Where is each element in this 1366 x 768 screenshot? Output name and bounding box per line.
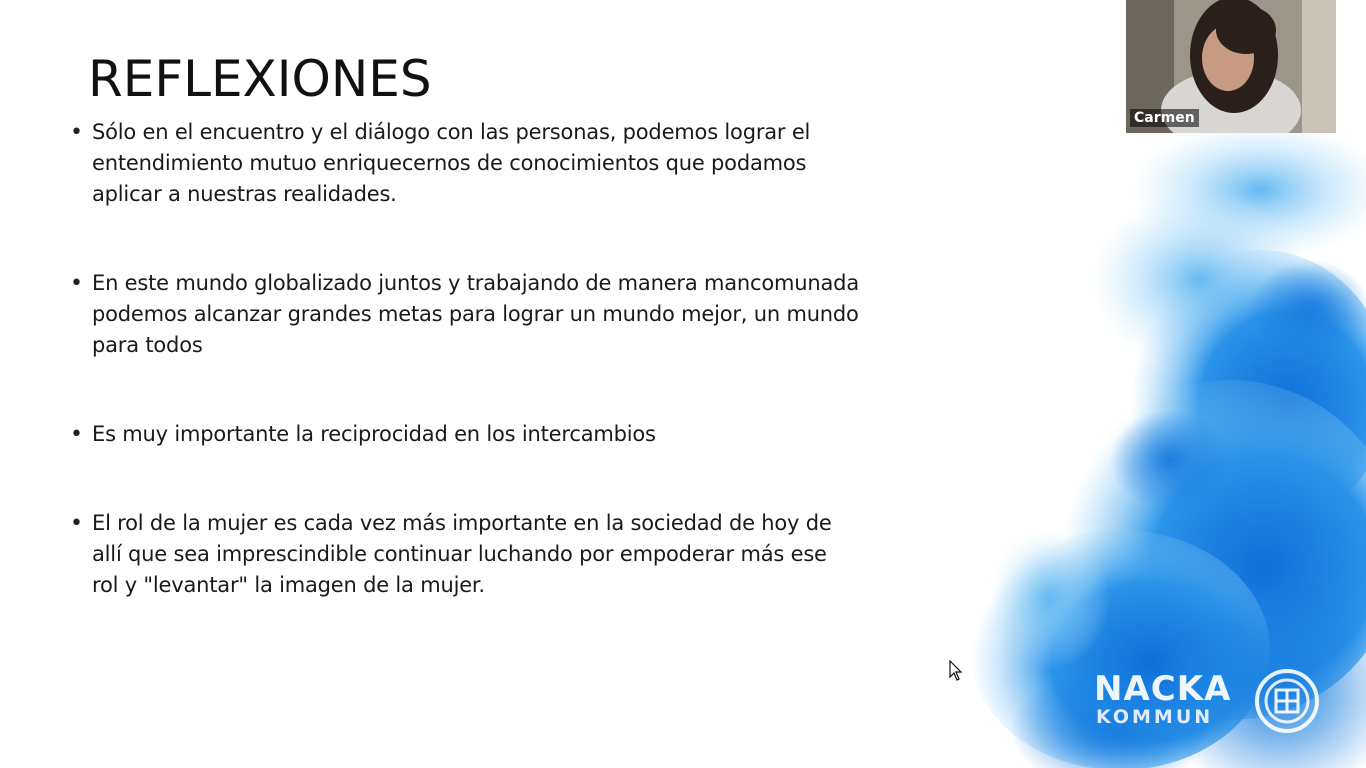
bullet-line: para todos <box>92 333 203 357</box>
bullet-line: En este mundo globalizado juntos y trabajando de manera mancomunada <box>92 271 859 295</box>
bullet-line: rol y "levantar" la imagen de la mujer. <box>92 573 485 597</box>
slide-title: REFLEXIONES <box>88 50 432 108</box>
bullet-text <box>92 117 810 210</box>
bullet-text <box>92 508 832 601</box>
bullet-marker: • <box>70 120 83 145</box>
bullet-item <box>70 419 930 450</box>
participant-name: Carmen <box>1130 109 1199 127</box>
bullet-line: El rol de la mujer es cada vez más importante en la sociedad de hoy de <box>92 511 832 535</box>
bullet-text <box>92 419 656 450</box>
logo-subtitle: KOMMUN <box>1096 706 1214 728</box>
participant-video-tile[interactable] <box>1126 0 1336 133</box>
arrow-cursor-icon <box>949 660 963 682</box>
bullet-marker: • <box>70 271 83 296</box>
bullet-line: entendimiento mutuo enriquecernos de conocimientos que podamos <box>92 151 807 175</box>
bullet-item <box>70 117 930 210</box>
nacka-kommun-logo <box>1094 668 1334 734</box>
bullet-line: aplicar a nuestras realidades. <box>92 182 397 206</box>
bullet-marker: • <box>70 422 83 447</box>
bullet-text <box>92 268 859 361</box>
bullet-line: podemos alcanzar grandes metas para lograr un mundo mejor, un mundo <box>92 302 859 326</box>
bullet-line: allí que sea imprescindible continuar luchando por empoderar más ese <box>92 542 827 566</box>
bullet-item <box>70 268 930 361</box>
bullet-line: Sólo en el encuentro y el diálogo con las personas, podemos lograr el <box>92 120 811 144</box>
bullet-item <box>70 508 930 601</box>
bullet-marker: • <box>70 511 83 536</box>
bullet-line: Es muy importante la reciprocidad en los intercambios <box>92 422 656 446</box>
logo-wordmark: NACKA <box>1094 669 1232 709</box>
seal-emblem-icon <box>1254 668 1320 734</box>
